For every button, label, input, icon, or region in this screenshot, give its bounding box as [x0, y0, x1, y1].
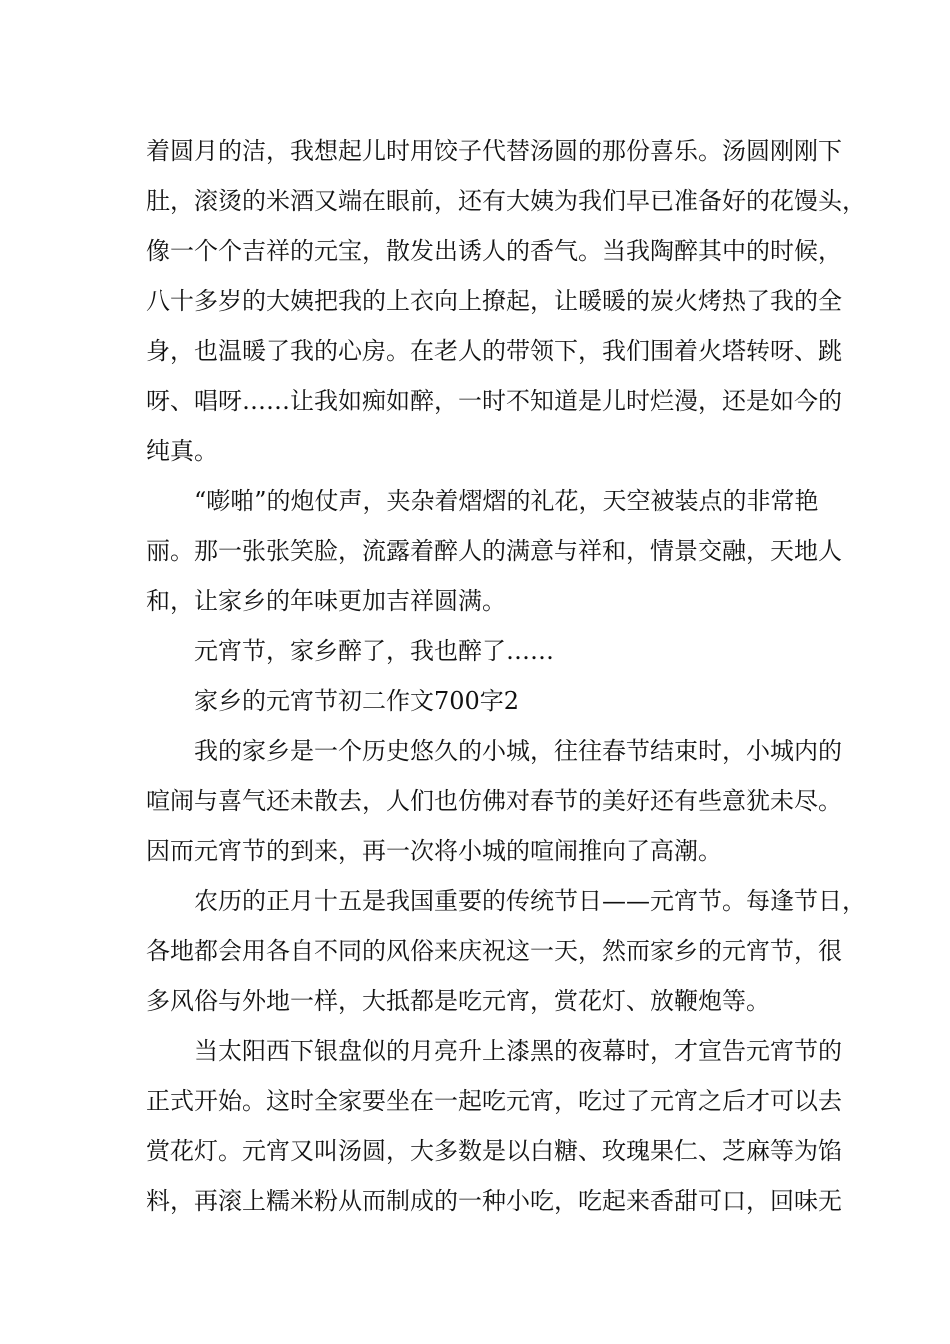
text-line: 和，让家乡的年味更加吉祥圆满。 [146, 587, 506, 615]
text-line: 肚，滚烫的米酒又端在眼前，还有大姨为我们早已准备好的花馒头， [146, 187, 866, 215]
text-line: “嘭啪”的炮仗声，夹杂着熠熠的礼花，天空被装点的非常艳 [194, 487, 819, 515]
text-line: 农历的正月十五是我国重要的传统节日——元宵节。每逢节日， [194, 887, 866, 915]
section-title: 家乡的元宵节初二作文700字2 [194, 687, 520, 715]
text-line: 像一个个吉祥的元宝，散发出诱人的香气。当我陶醉其中的时候， [146, 237, 842, 265]
text-line: 纯真。 [146, 437, 218, 465]
text-line: 多风俗与外地一样，大抵都是吃元宵，赏花灯、放鞭炮等。 [146, 987, 770, 1015]
text-line: 赏花灯。元宵又叫汤圆，大多数是以白糖、玫瑰果仁、芝麻等为馅 [146, 1137, 842, 1165]
text-line: 身，也温暖了我的心房。在老人的带领下，我们围着火塔转呀、跳 [146, 337, 842, 365]
text-line: 因而元宵节的到来，再一次将小城的喧闹推向了高潮。 [146, 837, 722, 865]
text-line: 当太阳西下银盘似的月亮升上漆黑的夜幕时，才宣告元宵节的 [194, 1037, 842, 1065]
text-line: 正式开始。这时全家要坐在一起吃元宵，吃过了元宵之后才可以去 [146, 1087, 842, 1115]
text-line: 丽。那一张张笑脸，流露着醉人的满意与祥和，情景交融，天地人 [146, 537, 842, 565]
text-line: 各地都会用各自不同的风俗来庆祝这一天，然而家乡的元宵节，很 [146, 937, 842, 965]
text-line: 着圆月的洁，我想起儿时用饺子代替汤圆的那份喜乐。汤圆刚刚下 [146, 137, 842, 165]
text-line: 元宵节，家乡醉了，我也醉了…… [194, 637, 554, 665]
text-line: 呀、唱呀……让我如痴如醉，一时不知道是儿时烂漫，还是如今的 [146, 387, 842, 415]
text-line: 我的家乡是一个历史悠久的小城，往往春节结束时，小城内的 [194, 737, 842, 765]
text-line: 喧闹与喜气还未散去，人们也仿佛对春节的美好还有些意犹未尽。 [146, 787, 842, 815]
text-line: 料，再滚上糯米粉从而制成的一种小吃，吃起来香甜可口，回味无 [146, 1187, 842, 1215]
text-line: 八十多岁的大姨把我的上衣向上撩起，让暖暖的炭火烤热了我的全 [146, 287, 842, 315]
